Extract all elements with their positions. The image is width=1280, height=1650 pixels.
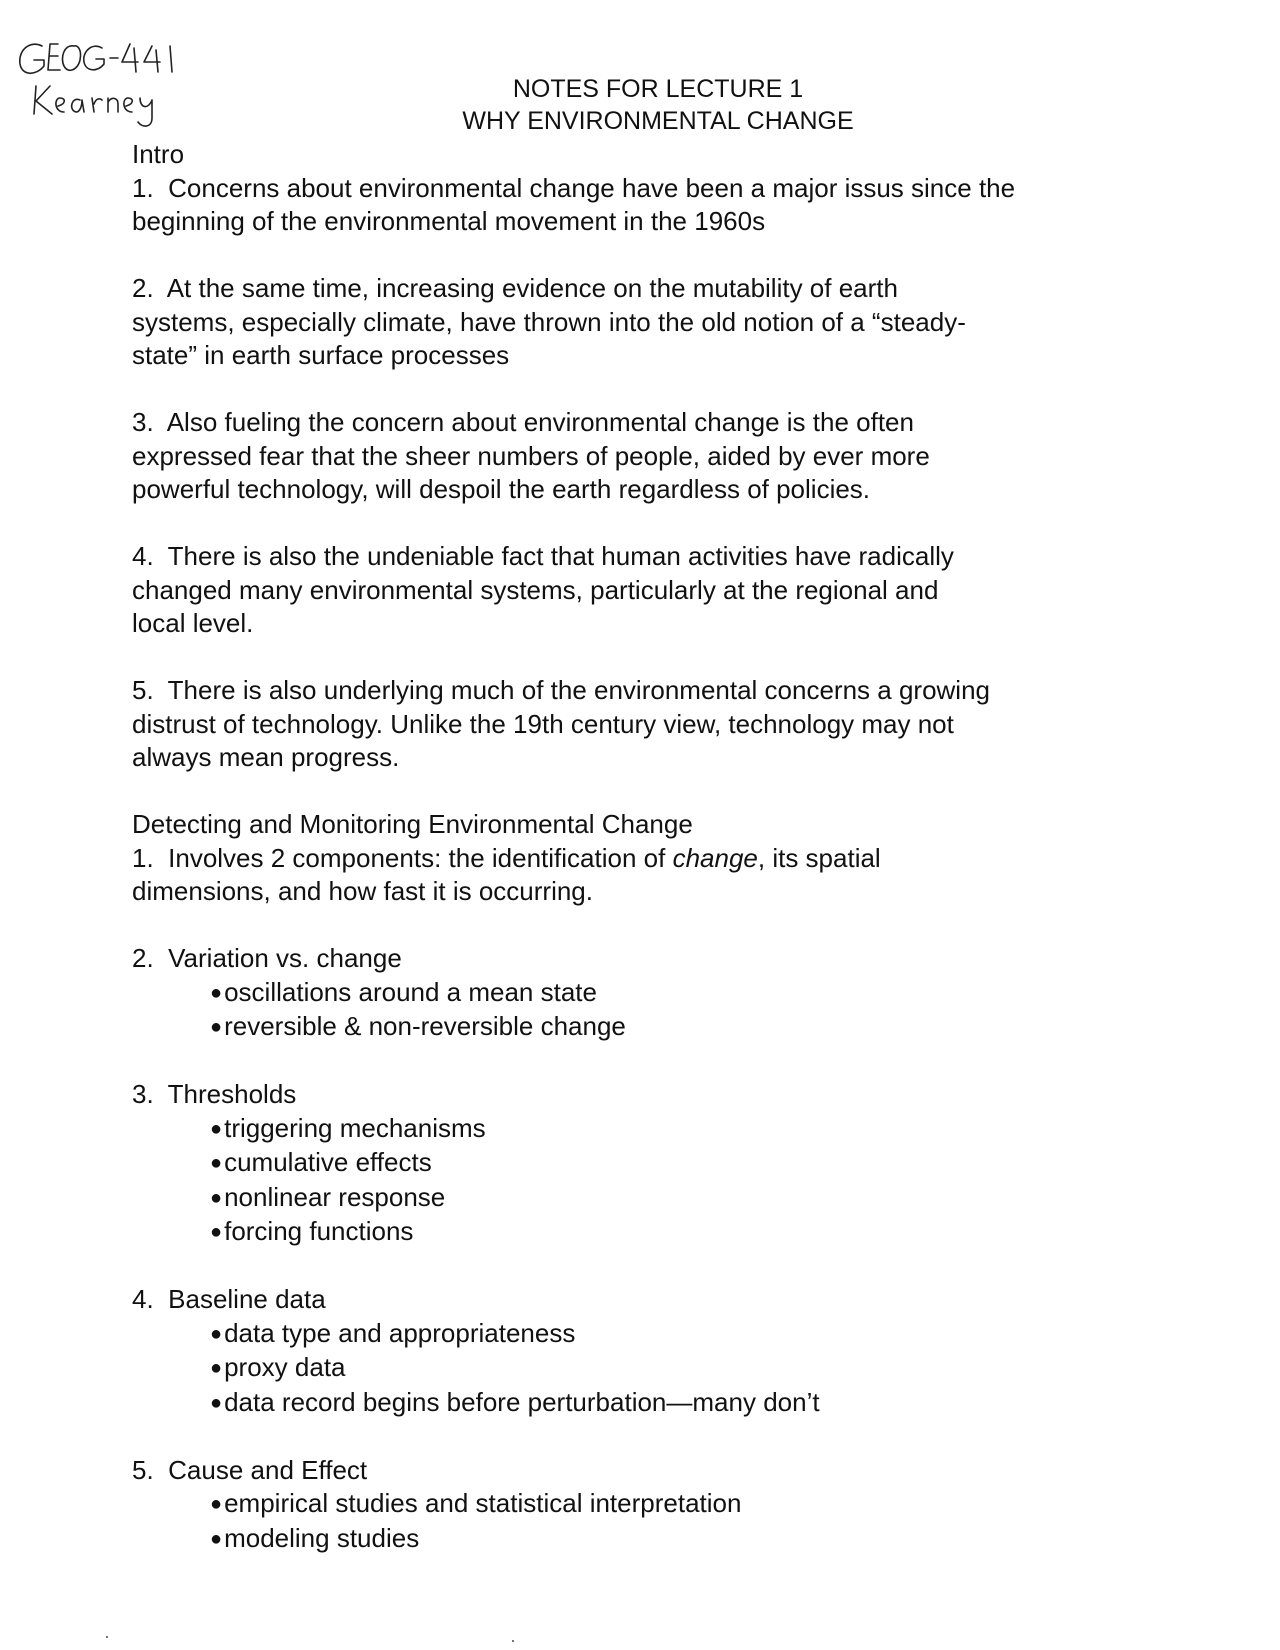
group-heading (132, 942, 1142, 976)
bullet-item (132, 1522, 1142, 1557)
lecture-subtitle: WHY ENVIRONMENTAL CHANGE (462, 107, 854, 135)
item-number: 4. (132, 1284, 154, 1314)
lecture-notes-body (132, 138, 1142, 1556)
group-heading (132, 1454, 1142, 1488)
item-number: 4. (132, 541, 154, 571)
item-number: 3. (132, 407, 154, 437)
intro-item-line (132, 172, 1142, 206)
item-text: There is also the undeniable fact that human activities have radically (167, 541, 954, 571)
item-text-post: , its spatial (757, 842, 881, 873)
intro-item-line: distrust of technology. Unlike the 19th century view, technology may not (132, 708, 954, 739)
intro-item-3 (132, 406, 1142, 507)
bullet-text: data type and appropriateness (224, 1317, 576, 1348)
bullet-icon: ● (210, 981, 223, 1004)
bullet-item (132, 1215, 1142, 1250)
item-number: 1. (132, 842, 154, 873)
bullet-icon: ● (210, 1186, 223, 1209)
item-number: 5. (132, 675, 154, 705)
item-text: Concerns about environmental change have been a major issus since the (168, 172, 1016, 203)
bullet-item (132, 1010, 1142, 1045)
bullet-item (132, 1351, 1142, 1386)
section-heading-intro: Intro (132, 139, 185, 169)
item-text: Also fueling the concern about environmental change is the often (166, 407, 914, 437)
item-number: 2. (132, 943, 154, 973)
bullet-text: triggering mechanisms (224, 1112, 486, 1143)
bullet-item (132, 976, 1142, 1011)
bullet-text: proxy data (224, 1352, 346, 1382)
detecting-group-cause-effect (132, 1454, 1142, 1557)
intro-item-2 (132, 272, 1142, 373)
bullet-text: empirical studies and statistical interpretation (224, 1488, 742, 1518)
bullet-text: forcing functions (224, 1216, 414, 1246)
intro-item-4 (132, 540, 1142, 641)
bullet-item (132, 1317, 1142, 1352)
bullet-text: oscillations around a mean state (224, 976, 597, 1007)
scan-speck (106, 1636, 108, 1638)
bullet-item (132, 1146, 1142, 1181)
intro-item-line: powerful technology, will despoil the earth regardless of policies. (132, 474, 871, 504)
intro-item-line (132, 540, 1142, 574)
intro-item-line (132, 272, 1142, 306)
intro-item-line: systems, especially climate, have thrown into the old notion of a “steady- (132, 306, 966, 337)
lecture-title: NOTES FOR LECTURE 1 (512, 75, 804, 103)
item-number: 1. (132, 172, 154, 203)
bullet-item (132, 1386, 1142, 1421)
bullet-item (132, 1487, 1142, 1522)
scan-speck (512, 1640, 514, 1642)
bullet-text: data record begins before perturbation—many don’t (224, 1386, 820, 1417)
intro-item-line: always mean progress. (132, 742, 400, 772)
intro-item-line: beginning of the environmental movement in the 1960s (132, 206, 766, 236)
item-text-pre: Involves 2 components: the identification of (168, 842, 673, 873)
detecting-group-baseline (132, 1283, 1142, 1420)
detecting-item-1 (132, 842, 1142, 909)
intro-item-line: changed many environmental systems, particularly at the regional and (132, 574, 939, 605)
item-number: 2. (132, 273, 154, 303)
bullet-icon: ● (210, 1016, 223, 1038)
intro-item-line: local level. (132, 608, 254, 638)
detecting-group-variation (132, 942, 1142, 1045)
group-heading (132, 1283, 1142, 1317)
group-label: Baseline data (168, 1284, 326, 1314)
bullet-item (132, 1112, 1142, 1147)
intro-item-line: state” in earth surface processes (132, 340, 510, 370)
bullet-icon: ● (210, 1322, 223, 1345)
bullet-item (132, 1181, 1142, 1216)
group-label: Cause and Effect (168, 1454, 368, 1485)
group-label: Thresholds (167, 1079, 297, 1109)
bullet-text: reversible & non-reversible change (224, 1011, 626, 1041)
intro-item-1 (132, 172, 1142, 239)
section-heading-detecting: Detecting and Monitoring Environmental Change (132, 809, 693, 839)
intro-item-line (132, 406, 1142, 440)
detecting-group-thresholds (132, 1078, 1142, 1250)
detecting-item-line: dimensions, and how fast it is occurring. (132, 876, 593, 906)
item-text: There is also underlying much of the environmental concerns a growing (167, 675, 990, 705)
bullet-icon: ● (210, 1391, 223, 1414)
item-text: At the same time, increasing evidence on the mutability of earth (166, 273, 898, 303)
item-number: 3. (132, 1079, 154, 1109)
detecting-item-line (132, 842, 1142, 876)
bullet-text: cumulative effects (224, 1147, 432, 1177)
item-text-emphasis: change (672, 842, 758, 873)
bullet-icon: ● (210, 1493, 223, 1515)
bullet-text: nonlinear response (224, 1181, 446, 1212)
intro-item-line (132, 674, 1142, 708)
item-number: 5. (132, 1454, 154, 1485)
intro-item-line: expressed fear that the sheer numbers of people, aided by ever more (132, 440, 930, 471)
bullet-icon: ● (210, 1527, 223, 1550)
intro-item-5 (132, 674, 1142, 775)
bullet-text: modeling studies (224, 1522, 420, 1553)
bullet-icon: ● (210, 1357, 223, 1379)
group-label: Variation vs. change (168, 943, 402, 973)
bullet-icon: ● (210, 1221, 223, 1243)
group-heading (132, 1078, 1142, 1112)
bullet-icon: ● (210, 1152, 223, 1174)
bullet-icon: ● (210, 1117, 223, 1140)
